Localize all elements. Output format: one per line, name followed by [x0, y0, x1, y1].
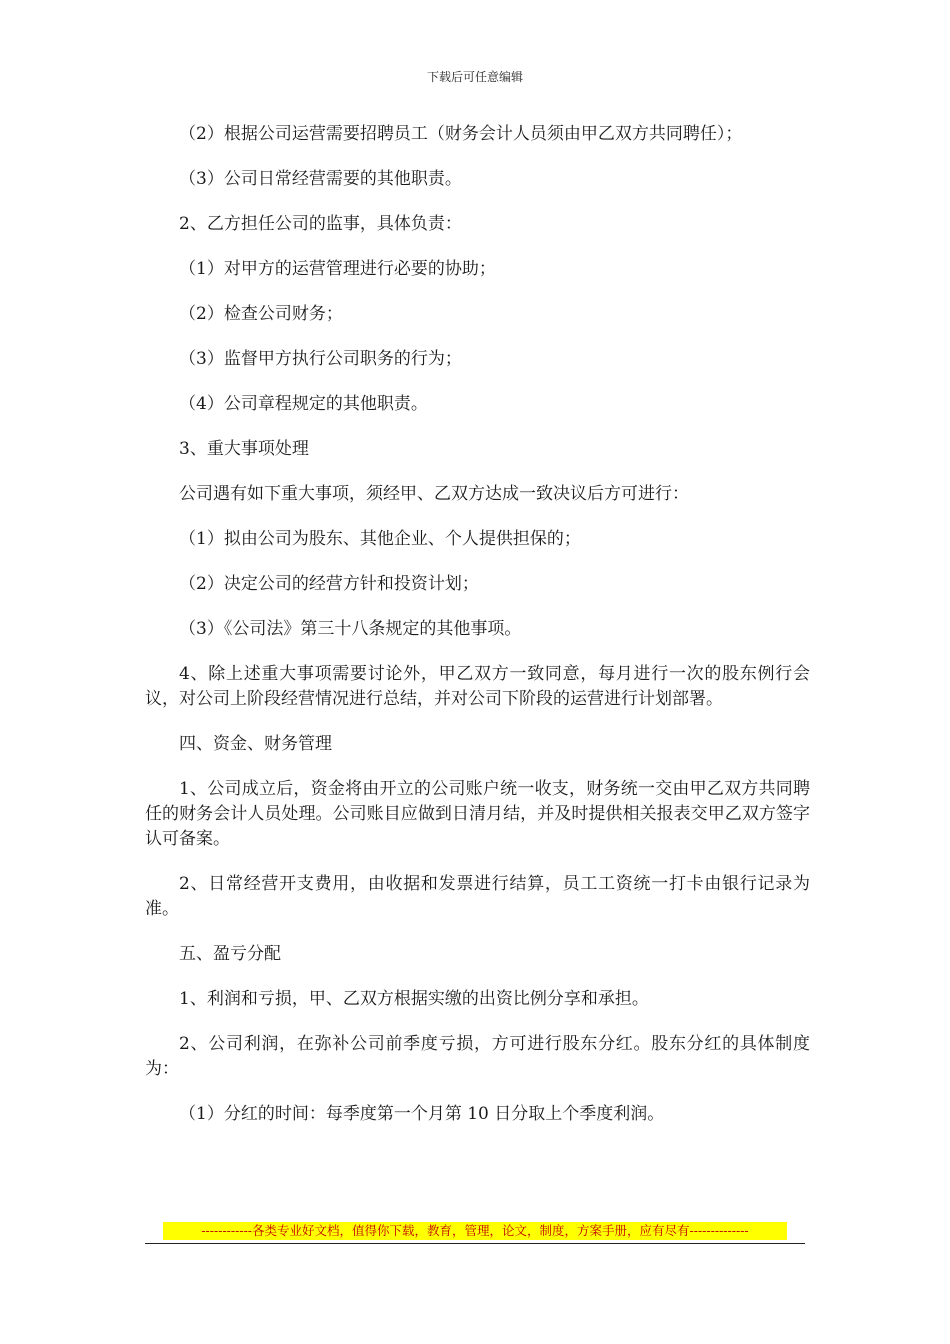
paragraph: （3）监督甲方执行公司职务的行为； [179, 349, 462, 369]
paragraph: 2、乙方担任公司的监事，具体负责： [179, 214, 462, 234]
paragraph: （2）决定公司的经营方针和投资计划； [179, 574, 479, 594]
paragraph: 公司遇有如下重大事项，须经甲、乙双方达成一致决议后方可进行： [179, 484, 689, 504]
paragraph: （3）公司日常经营需要的其他职责。 [179, 169, 462, 189]
section-heading: 五、盈亏分配 [179, 944, 281, 964]
paragraph: （2）根据公司运营需要招聘员工（财务会计人员须由甲乙双方共同聘任）； [179, 124, 743, 144]
paragraph: （3）《公司法》第三十八条规定的其他事项。 [179, 619, 522, 639]
section-heading: 四、资金、财务管理 [179, 734, 332, 754]
paragraph: 4、除上述重大事项需要讨论外，甲乙双方一致同意，每月进行一次的股东例行会议，对公司上阶段经营情况进行总结，并对公司下阶段的运营进行计划部署。 [145, 664, 810, 709]
paragraph: 1、公司成立后，资金将由开立的公司账户统一收支，财务统一交由甲乙双方共同聘任的财务会计人员处理。公司账目应做到日清月结，并及时提供相关报表交甲乙双方签字认可备案。 [145, 779, 810, 849]
footer-divider [145, 1243, 805, 1244]
section-heading: 3、重大事项处理 [179, 439, 309, 459]
paragraph: （4）公司章程规定的其他职责。 [179, 394, 428, 414]
footer-promo-banner: ------------各类专业好文档，值得你下载，教育，管理，论文，制度，方案手册，应有尽有-------------- [163, 1222, 787, 1240]
paragraph: （1）分红的时间：每季度第一个月第 10 日分取上个季度利润。 [179, 1104, 665, 1124]
page-header-note: 下载后可任意编辑 [426, 70, 523, 84]
paragraph: （2）检查公司财务； [179, 304, 343, 324]
paragraph: （1）拟由公司为股东、其他企业、个人提供担保的； [179, 529, 581, 549]
paragraph: （1）对甲方的运营管理进行必要的协助； [179, 259, 496, 279]
paragraph: 1、利润和亏损，甲、乙双方根据实缴的出资比例分享和承担。 [179, 989, 649, 1009]
paragraph: 2、日常经营开支费用，由收据和发票进行结算，员工工资统一打卡由银行记录为准。 [145, 874, 810, 919]
paragraph: 2、公司利润，在弥补公司前季度亏损，方可进行股东分红。股东分红的具体制度为： [145, 1034, 810, 1079]
document-body [145, 122, 810, 1147]
